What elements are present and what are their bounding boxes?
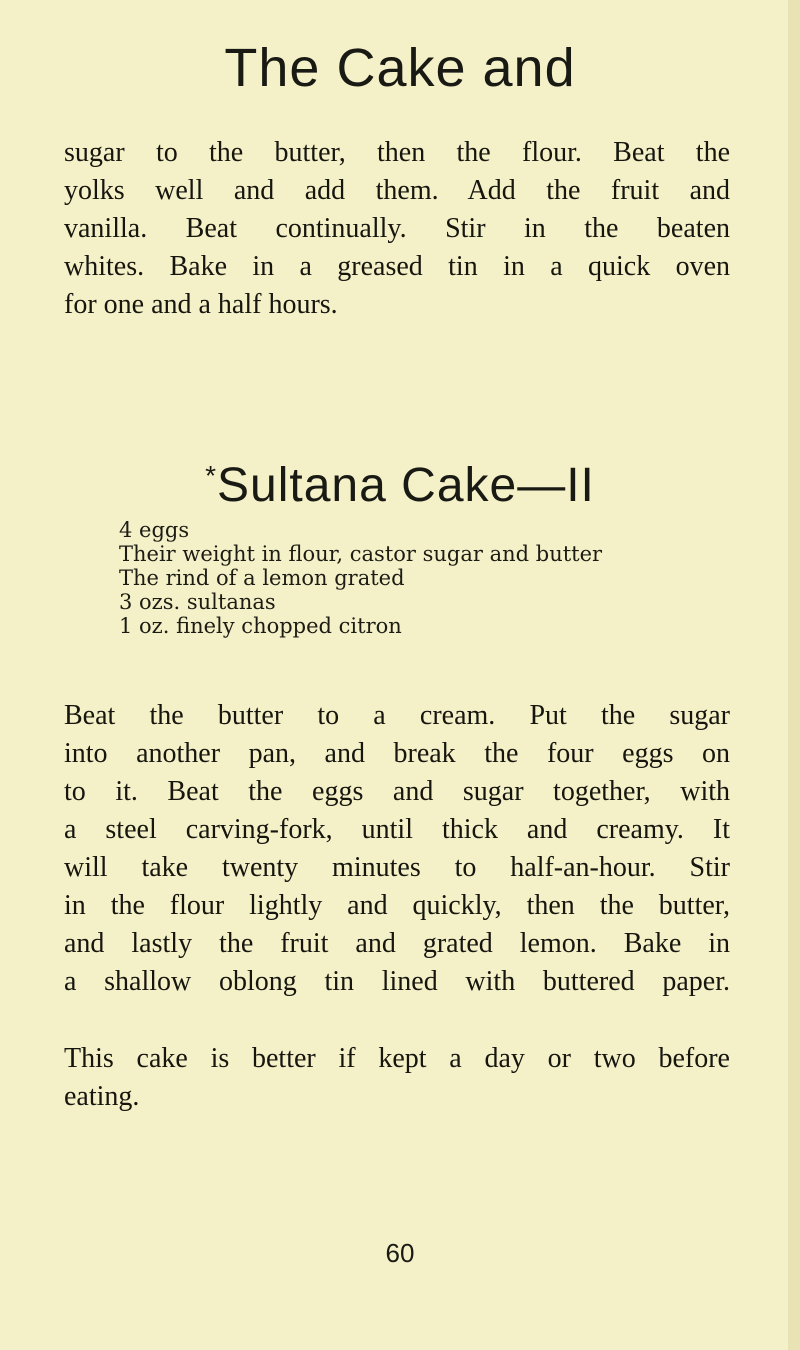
page-number: 60	[385, 1238, 415, 1268]
text-line: for one and a half hours.	[64, 289, 338, 320]
text-line: will take twenty minutes to half-an-hour. Stir	[64, 852, 730, 883]
text-line: Beat the butter to a cream. Put the sugar	[64, 700, 730, 731]
recipe-title	[0, 448, 800, 514]
text-line: This cake is better if kept a day or two before	[64, 1043, 730, 1074]
text-line: yolks well and add them. Add the fruit and	[64, 175, 730, 206]
text-line: vanilla. Beat continually. Stir in the beaten	[64, 213, 730, 244]
ingredient-item: 1 oz. finely chopped citron	[119, 614, 402, 638]
text-line: eating.	[64, 1081, 140, 1112]
text-line: to it. Beat the eggs and sugar together, with	[64, 776, 730, 807]
ingredient-item: Their weight in flour, castor sugar and butter	[119, 542, 603, 566]
ingredient-item: 3 ozs. sultanas	[119, 590, 276, 614]
text-line: a shallow oblong tin lined with buttered paper.	[64, 966, 730, 997]
text-line: a steel carving-fork, until thick and creamy. It	[64, 814, 730, 845]
method-paragraph	[64, 697, 730, 1001]
text-line: sugar to the butter, then the flour. Beat the	[64, 137, 730, 168]
ingredient-item: 4 eggs	[119, 518, 190, 542]
text-line: whites. Bake in a greased tin in a quick oven	[64, 251, 730, 282]
ingredient-item: The rind of a lemon grated	[119, 566, 405, 590]
text-line: into another pan, and break the four eggs on	[64, 738, 730, 769]
page-edge-shadow	[788, 0, 800, 1350]
running-head-title: The Cake and	[224, 38, 576, 98]
ingredient-list	[119, 518, 602, 638]
continuation-paragraph	[64, 134, 730, 324]
recipe-asterisk: *	[205, 460, 218, 491]
text-line: and lastly the fruit and grated lemon. Bake in	[64, 928, 730, 959]
text-line: in the flour lightly and quickly, then the butter,	[64, 890, 730, 921]
recipe-title-text: Sultana Cake—II	[217, 459, 595, 512]
note-paragraph	[64, 1040, 730, 1116]
